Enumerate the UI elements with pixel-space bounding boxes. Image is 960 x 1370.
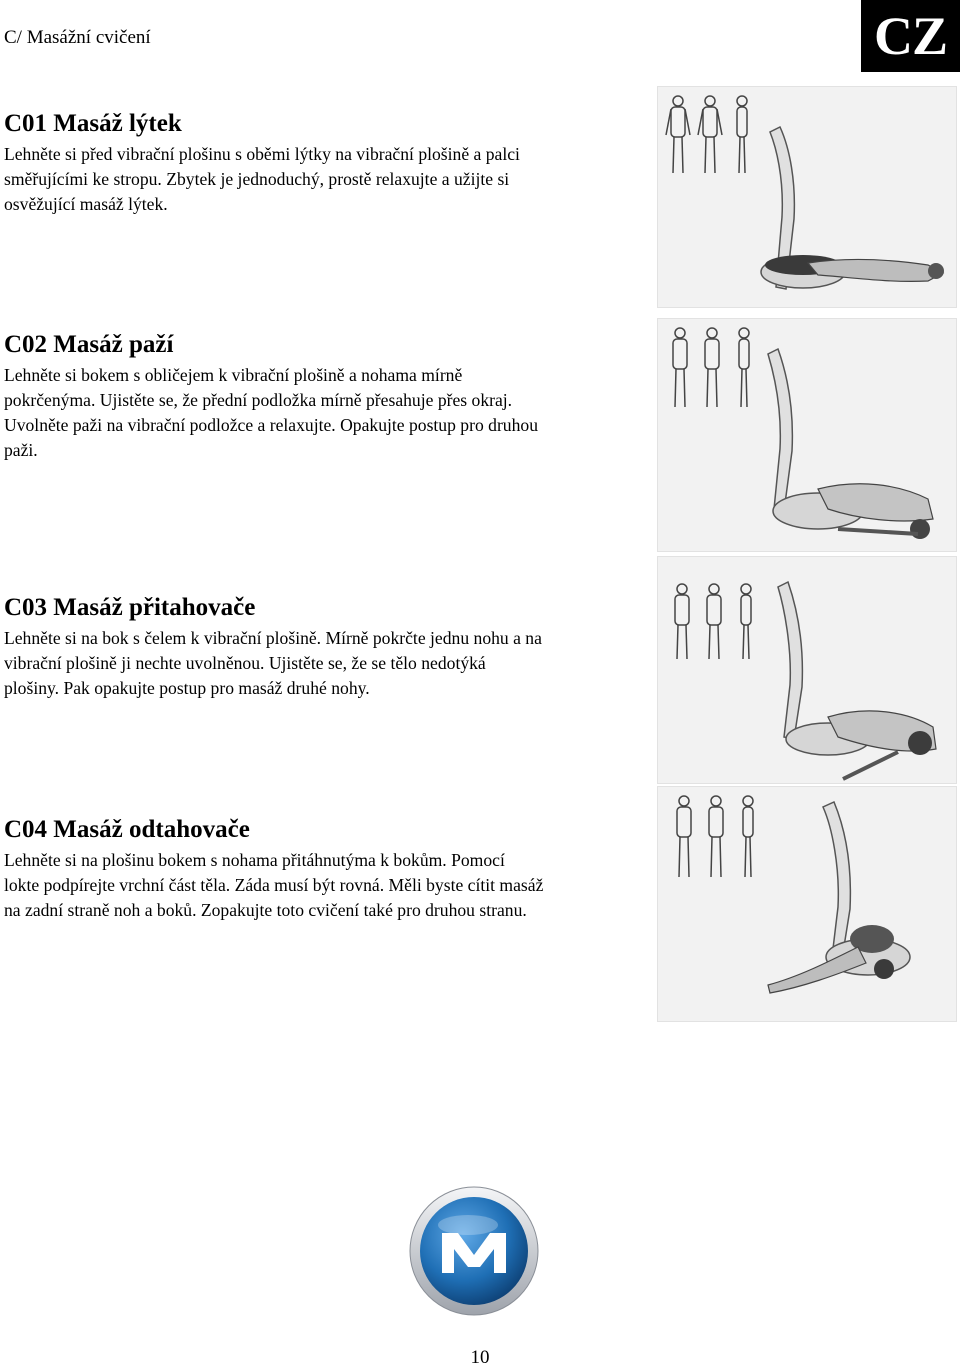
exercise-illustration-image: [658, 557, 956, 783]
text-line: směřujícími ke stropu. Zbytek je jednoduchý, prostě relaxujte a užijte si: [4, 169, 510, 189]
calf-massage-illustration: [657, 86, 957, 308]
page-number: 10: [470, 1347, 490, 1368]
text-line: na zadní straně noh a boků. Zopakujte toto cvičení také pro druhou stranu.: [4, 900, 527, 920]
exercise-illustration-image: [658, 319, 956, 551]
section-heading: C03 Masáž přitahovače: [4, 594, 256, 621]
text-line: osvěžující masáž lýtek.: [4, 194, 168, 214]
exercise-section-c04: [4, 815, 649, 923]
text-line: Uvolněte paži na vibrační podložce a relaxujte. Opakujte postup pro druhou: [4, 415, 538, 435]
section-heading: C01 Masáž lýtek: [4, 110, 182, 137]
logo-emblem: [408, 1185, 540, 1317]
anatomy-figures: [675, 584, 751, 659]
exercise-section-c02: [4, 330, 649, 463]
text-line: plošiny. Pak opakujte postup pro masáž druhé nohy.: [4, 678, 370, 698]
exercise-illustration-image: [658, 787, 956, 1021]
text-line: lokte podpírejte vrchní část těla. Záda musí být rovná. Měli byste cítit masáž: [4, 875, 544, 895]
exercise-section-c01: [4, 109, 649, 217]
exercise-section-c03: [4, 593, 649, 701]
adductor-massage-illustration: [657, 556, 957, 784]
text-line: vibrační plošině ji nechte uvolněnou. Ujistěte se, že se tělo nedotýká: [4, 653, 486, 673]
anatomy-figures: [673, 328, 749, 407]
anatomy-figures: [677, 796, 753, 877]
exercise-illustration-image: [658, 87, 956, 307]
text-line: Lehněte si na bok s čelem k vibrační plošině. Mírně pokrčte jednu nohu a na: [4, 628, 542, 648]
abductor-massage-illustration: [657, 786, 957, 1022]
section-text: [4, 142, 649, 217]
text-line: pokrčenýma. Ujistěte se, že přední podložka mírně přesahuje přes okraj.: [4, 390, 513, 410]
arm-massage-illustration: [657, 318, 957, 552]
text-line: Lehněte si před vibrační plošinu s oběmi lýtky na vibrační plošině a palci: [4, 144, 520, 164]
anatomy-figures: [666, 96, 747, 173]
text-line: paži.: [4, 440, 38, 460]
section-text: [4, 363, 649, 463]
section-text: [4, 848, 649, 923]
text-line: Lehněte si na plošinu bokem s nohama přitáhnutýma k bokům. Pomocí: [4, 850, 505, 870]
brand-logo: [408, 1185, 540, 1317]
section-heading: C02 Masáž paží: [4, 331, 174, 358]
language-badge: CZ: [861, 0, 960, 72]
section-heading: C04 Masáž odtahovače: [4, 816, 250, 843]
section-text: [4, 626, 649, 701]
text-line: Lehněte si bokem s obličejem k vibrační plošině a nohama mírně: [4, 365, 463, 385]
page-header-title: C/ Masážní cvičení: [4, 27, 151, 48]
